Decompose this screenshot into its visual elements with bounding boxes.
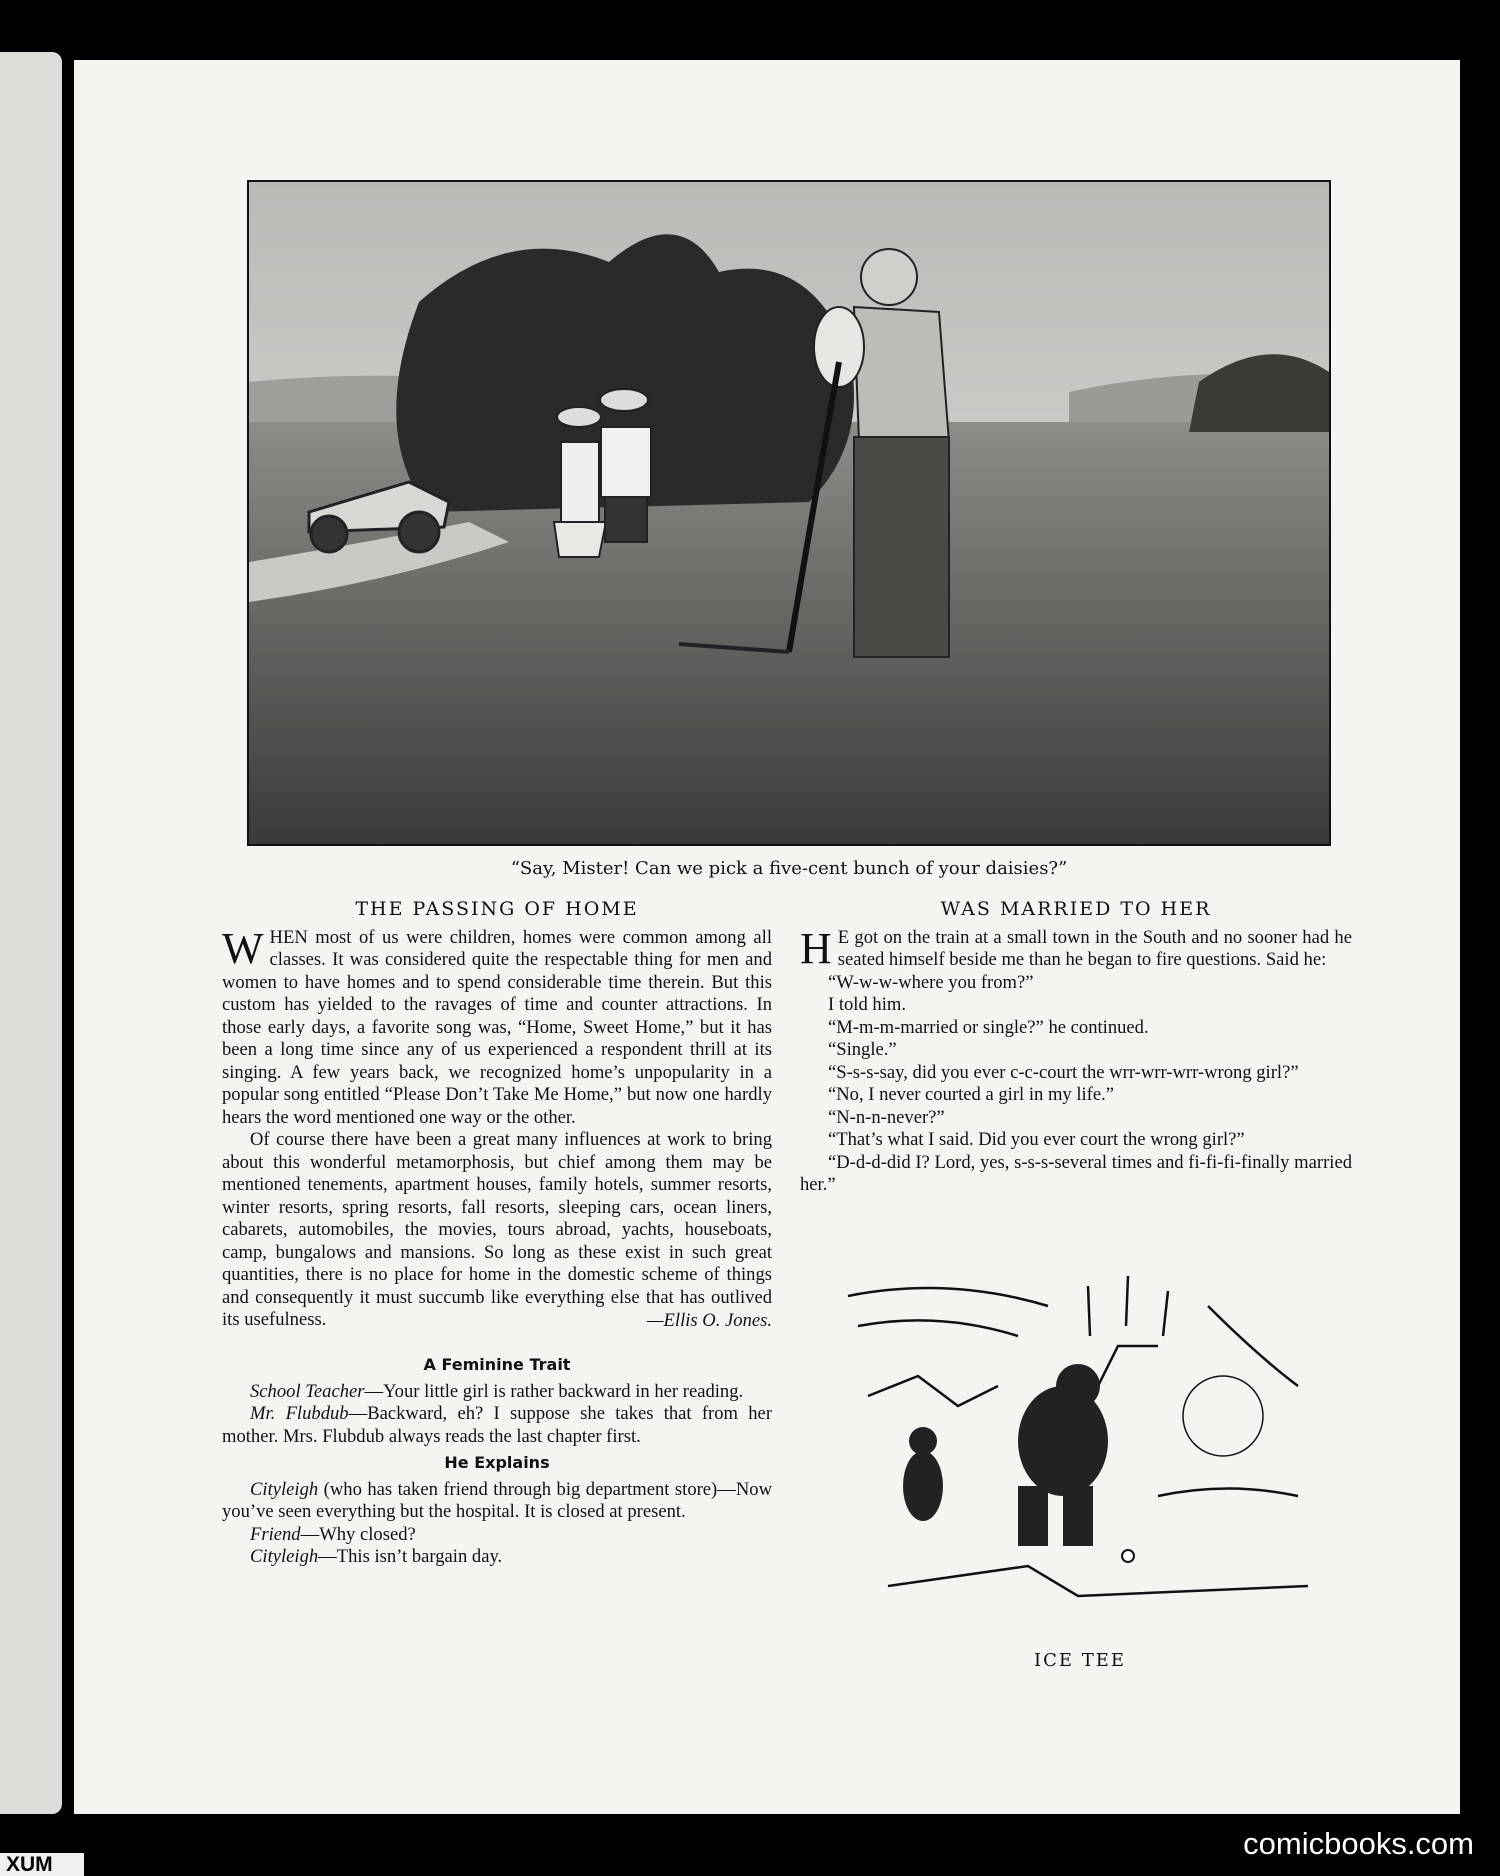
article-paragraph: Of course there have been a great many influences at work to bring about this wonderful metamorphosis, but chief among them may be mentioned tenements, apartment houses, family hotels, summer resorts, winter resorts, spring resorts, fall resorts, sleeping cars, ocean liners, cabarets, automobiles, the movies, tours abroad, yachts, houseboats, camp, bungalows and mansions. So long as these exist in such great quantities, there is no place for home in the domestic scheme of things and consequently it must succumb like everything else that has outlived its usefulness. (222, 1129, 772, 1330)
dialogue-text: —Your little girl is rather backward in her reading. (364, 1380, 744, 1402)
article-paragraph (222, 923, 772, 1130)
dialogue-line (222, 1546, 772, 1569)
dialogue-line: “W-w-w-where you from?” (828, 971, 1034, 993)
watermark: comicbooks.com (1243, 1826, 1474, 1861)
drop-cap: W (222, 923, 264, 973)
joke-heading: He Explains (444, 1453, 550, 1472)
dialogue-line: “N-n-n-never?” (828, 1106, 945, 1128)
dialogue-line: “D-d-d-did I? Lord, yes, s-s-s-several times and fi-fi-fi-finally married her.” (800, 1151, 1352, 1195)
author-signature: —Ellis O. Jones. (647, 1309, 772, 1331)
dialogue-text: (who has taken friend through big department store)—Now you’ve seen everything but the hospital. It is closed at present. (222, 1478, 772, 1522)
ice-tee-drawing (828, 1266, 1332, 1666)
article-heading: WAS MARRIED TO HER (940, 898, 1212, 920)
dialogue-text: —This isn’t bargain day. (318, 1546, 503, 1567)
facing-page-edge (0, 52, 62, 1814)
speaker: School Teacher (250, 1380, 365, 1402)
farm-scene-drawing (249, 182, 1329, 844)
dialogue-line: “That’s what I said. Did you ever court the wrong girl?” (828, 1129, 1245, 1150)
dialogue-line (222, 1403, 772, 1448)
joke-heading: A Feminine Trait (423, 1355, 571, 1374)
speaker: Friend (250, 1523, 301, 1545)
dialogue-line: “S-s-s-say, did you ever c-c-court the wrr-wrr-wrr-wrong girl?” (828, 1061, 1299, 1083)
article-heading: THE PASSING OF HOME (355, 898, 639, 920)
dialogue-line: “Single.” (828, 1039, 897, 1060)
dialogue-line: “No, I never courted a girl in my life.” (828, 1084, 1115, 1105)
paragraph-text: HEN most of us were children, homes were common among all classes. It was considered quite the respectable thing for men and women to have homes and to spend considerable time therein. But this custom has yielded to the ravages of time and counter attractions. In those early days, a favorite song was, “Home, Sweet Home,” but it has been a long time since any of us experienced a respondent thrill at its singing. A few years back, we recognized home’s unpopularity in a popular song entitled “Please Don’t Take Me Home,” but now one hardly hears the word mentioned one way or the other. (222, 926, 772, 1128)
dialogue-line (222, 1479, 772, 1524)
drop-cap: H (800, 923, 832, 973)
golfer-sketch (828, 1266, 1332, 1646)
dialogue-text: —Why closed? (300, 1523, 416, 1545)
speaker: Cityleigh (250, 1478, 319, 1500)
speaker: Cityleigh (250, 1546, 319, 1567)
dialogue-line: I told him. (828, 994, 906, 1015)
corner-tag: XUM (0, 1853, 84, 1876)
farm-illustration (247, 180, 1331, 846)
article-paragraph (800, 923, 1352, 973)
right-column (800, 898, 1352, 1197)
drawing-caption: ICE TEE (1033, 1650, 1127, 1671)
dialogue-line (222, 1381, 772, 1404)
dialogue-text: —Backward, eh? I suppose she takes that from her mother. Mrs. Flubdub always reads the last chapter first. (222, 1403, 773, 1447)
dialogue-line: “M-m-m-married or single?” he continued. (828, 1016, 1149, 1038)
illustration-caption: “Say, Mister! Can we pick a five-cent bunch of your daisies?” (510, 858, 1068, 879)
paragraph-text: E got on the train at a small town in the South and no sooner had he seated himself beside me than he began to fire questions. Said he: (837, 926, 1352, 970)
speaker: Mr. Flubdub (250, 1403, 349, 1424)
dialogue-line (222, 1524, 772, 1547)
left-column (222, 898, 772, 1569)
